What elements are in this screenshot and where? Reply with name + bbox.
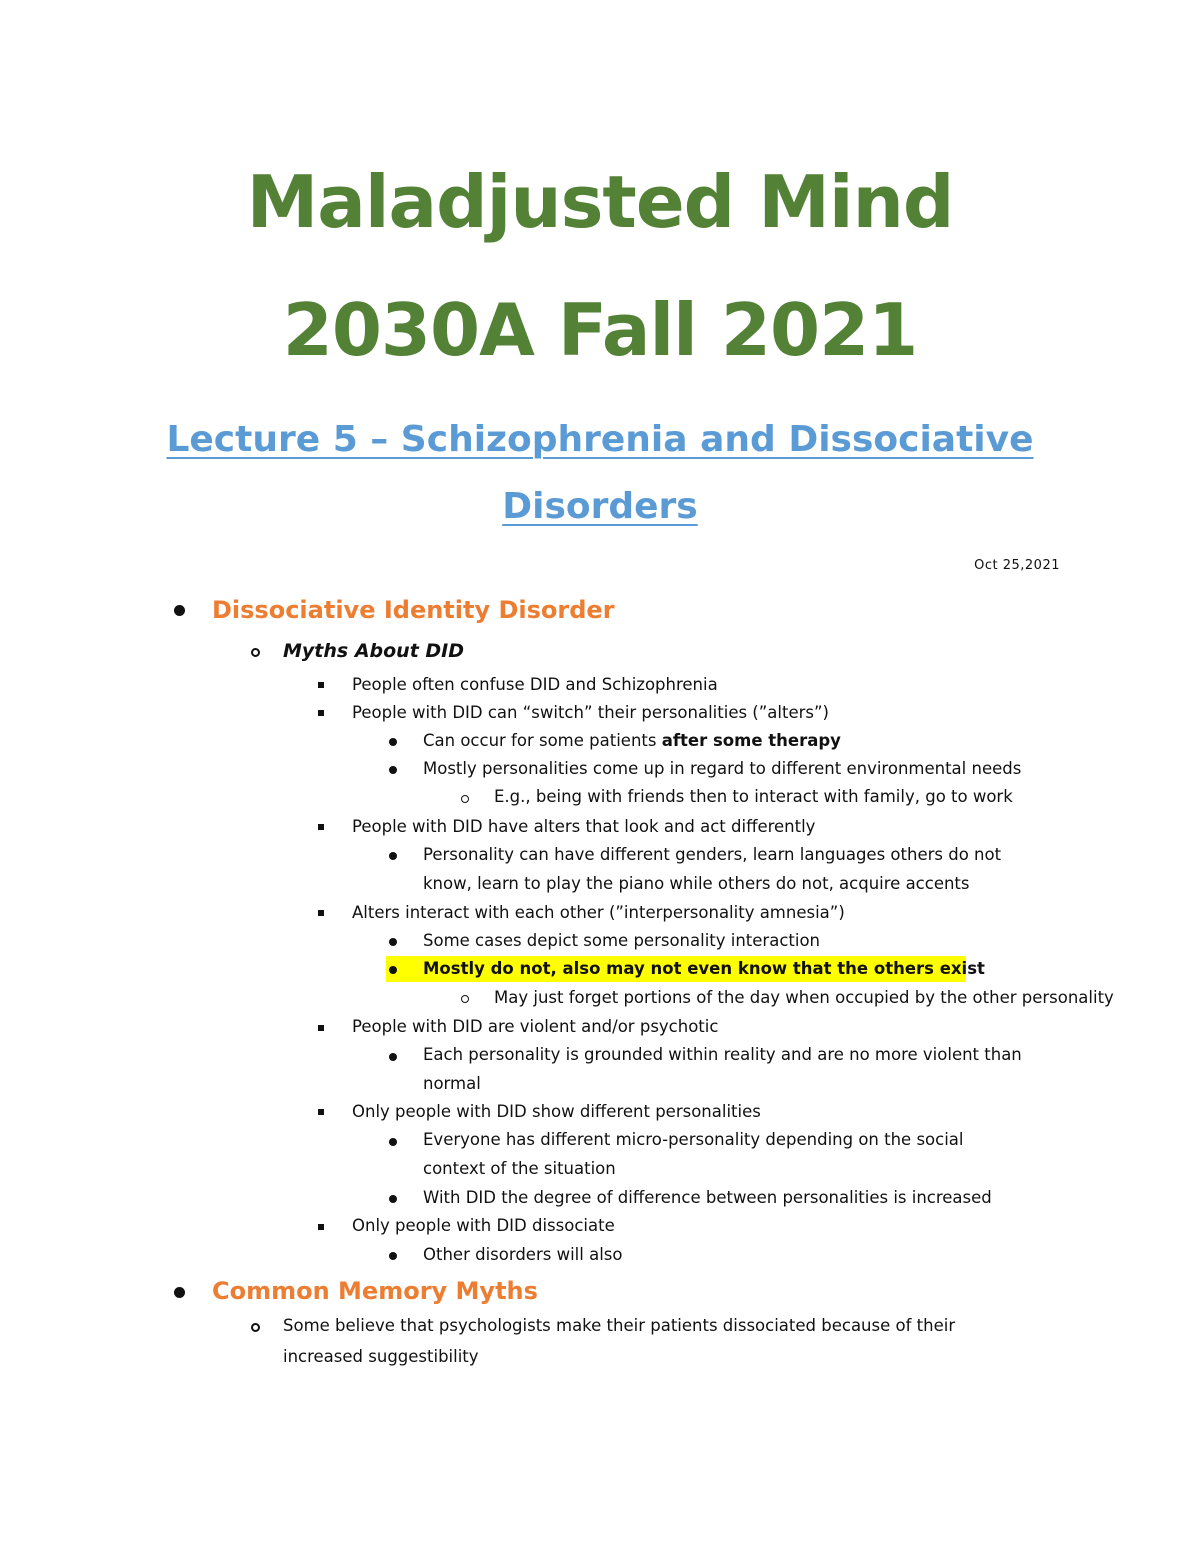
list-item: Only people with DID show different personalities: [352, 1102, 761, 1121]
bullet-dot-icon: [389, 738, 397, 746]
bullet-dot-icon: [389, 938, 397, 946]
bullet-dot-icon: [389, 852, 397, 860]
bullet-square-icon: [318, 682, 324, 688]
list-item: Everyone has different micro-personality depending on the social: [423, 1130, 964, 1149]
bullet-ring-icon: [251, 1323, 260, 1332]
bullet-ring-icon: [251, 648, 260, 657]
list-item: People with DID can “switch” their personalities (”alters”): [352, 703, 829, 722]
list-item: With DID the degree of difference between personalities is increased: [423, 1188, 992, 1207]
subheading-myths-about-did: Myths About DID: [283, 640, 465, 662]
section-heading-did: Dissociative Identity Disorder: [212, 596, 615, 624]
list-item-continuation: normal: [423, 1074, 481, 1093]
list-item: People with DID have alters that look and act differently: [352, 817, 816, 836]
list-item: May just forget portions of the day when occupied by the other personality: [494, 988, 1114, 1007]
bullet-square-icon: [318, 910, 324, 916]
lecture-title-line-2: Disorders: [502, 486, 698, 527]
list-item: Each personality is grounded within reality and are no more violent than: [423, 1045, 1022, 1064]
bullet-square-icon: [318, 1109, 324, 1115]
bullet-square-icon: [318, 824, 324, 830]
lecture-title-line-1: Lecture 5 – Schizophrenia and Dissociative: [166, 419, 1034, 460]
bullet-square-icon: [318, 1025, 324, 1031]
list-item: People often confuse DID and Schizophrenia: [352, 675, 718, 694]
bullet-dot-icon: [389, 1195, 397, 1203]
list-item: Some cases depict some personality interaction: [423, 931, 820, 950]
list-item: Other disorders will also: [423, 1245, 623, 1264]
bullet-dot-icon: [389, 766, 397, 774]
list-item: Some believe that psychologists make their patients dissociated because of their: [283, 1316, 956, 1335]
list-item: E.g., being with friends then to interact with family, go to work: [494, 787, 1013, 806]
list-item: Can occur for some patients after some therapy: [423, 731, 841, 750]
bullet-square-icon: [318, 710, 324, 716]
list-item: Only people with DID dissociate: [352, 1216, 615, 1235]
list-item: Personality can have different genders, learn languages others do not: [423, 845, 1002, 864]
document-title-line-1: Maladjusted Mind: [246, 160, 954, 244]
list-item-continuation: context of the situation: [423, 1159, 616, 1178]
list-item: Alters interact with each other (”interpersonality amnesia”): [352, 903, 845, 922]
bullet-dot-icon: [174, 605, 185, 616]
bullet-dot-icon: [174, 1287, 185, 1298]
lecture-date: Oct 25,2021: [974, 558, 1060, 573]
list-item: People with DID are violent and/or psychotic: [352, 1017, 719, 1036]
bullet-dot-icon: [389, 1053, 397, 1061]
bullet-dot-icon: [389, 1252, 397, 1260]
highlighted-list-item: Mostly do not, also may not even know that the others exist: [423, 959, 985, 978]
list-item: Mostly personalities come up in regard to different environmental needs: [423, 759, 1022, 778]
list-item-continuation: increased suggestibility: [283, 1347, 479, 1366]
document-title-line-2: 2030A Fall 2021: [282, 288, 918, 372]
list-item-continuation: know, learn to play the piano while others do not, acquire accents: [423, 874, 970, 893]
bullet-dot-icon: [389, 966, 397, 974]
bullet-dot-icon: [389, 1138, 397, 1146]
section-heading-memory-myths: Common Memory Myths: [212, 1277, 538, 1305]
bullet-ring-icon: [461, 795, 469, 803]
bullet-square-icon: [318, 1224, 324, 1230]
bullet-ring-icon: [461, 995, 469, 1003]
